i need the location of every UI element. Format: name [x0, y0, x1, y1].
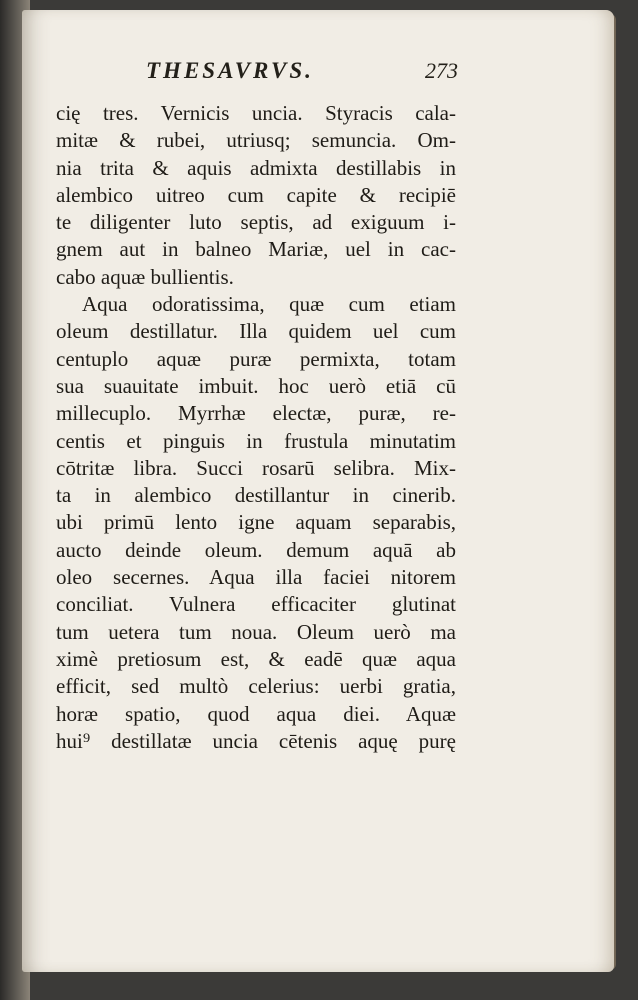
text-line: tum uetera tum noua. Oleum uerò ma [56, 619, 456, 644]
text-line: centuplo aquæ puræ permixta, totam [56, 346, 456, 371]
text-line: ximè pretiosum est, & eadē quæ aqua [56, 646, 456, 671]
text-line: horæ spatio, quod aqua diei. Aquæ [56, 701, 456, 726]
text-line: alembico uitreo cum capite & recipiē [56, 182, 456, 207]
text-line: oleo secernes. Aqua illa faciei nitorem [56, 565, 456, 590]
text-line: hui⁹ destillatæ uncia cētenis aquę purę [56, 728, 456, 753]
text-line: centis et pinguis in frustula minutatim [56, 428, 456, 453]
running-head-title: THESAVRVS. [146, 58, 314, 83]
text-line: ta in alembico destillantur in cinerib. [56, 483, 456, 508]
text-line: ubi primū lento igne aquam separabis, [56, 510, 456, 535]
text-line: oleum destillatur. Illa quidem uel cum [56, 319, 456, 344]
text-line: sua suauitate imbuit. hoc uerò etiā cū [56, 373, 456, 398]
text-line: gnem aut in balneo Mariæ, uel in cac- [56, 237, 456, 262]
text-line: cōtritæ libra. Succi rosarū selibra. Mix- [56, 455, 456, 480]
text-line: millecuplo. Myrrhæ electæ, puræ, re- [56, 401, 456, 426]
running-head [118, 58, 458, 92]
paragraph-1 [56, 100, 456, 291]
text-line: cabo aquæ bullientis. [56, 264, 234, 289]
text-line: aucto deinde oleum. demum aquā ab [56, 537, 456, 562]
page-number: 273 [425, 58, 458, 83]
text-line: conciliat. Vulnera efficaciter glutinat [56, 592, 456, 617]
body-text [56, 100, 456, 755]
text-line: efficit, sed multò celerius: uerbi gratia, [56, 674, 456, 699]
text-line: Aqua odoratissima, quæ cum etiam [82, 292, 456, 317]
text-line: nia trita & aquis admixta destillabis in [56, 155, 456, 180]
text-line: mitæ & rubei, utriusq; semuncia. Om- [56, 128, 456, 153]
paragraph-2 [56, 291, 456, 755]
text-line: te diligenter luto septis, ad exiguum i- [56, 210, 456, 235]
text-line: cię tres. Vernicis uncia. Styracis cala- [56, 101, 456, 125]
